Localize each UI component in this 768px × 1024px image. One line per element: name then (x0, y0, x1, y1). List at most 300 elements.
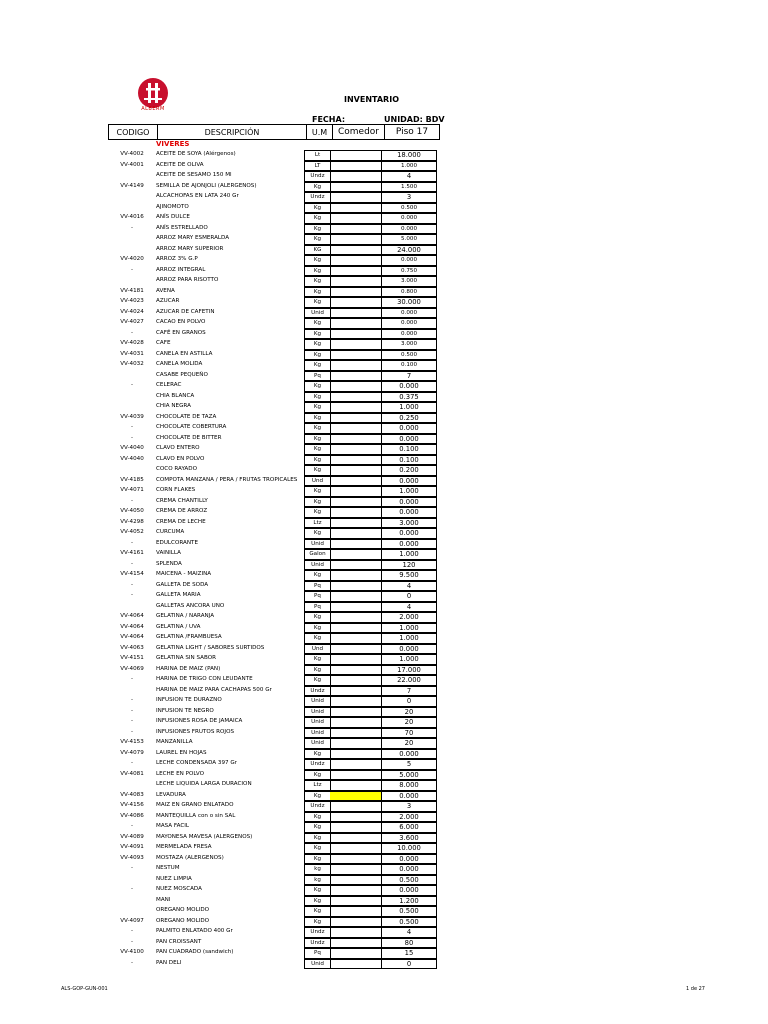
item-unit: Lt (304, 150, 331, 161)
item-quantity: 120 (382, 560, 437, 571)
table-row (108, 538, 442, 549)
table-row (108, 401, 442, 412)
item-description: GALLETAS ANCORA UNO (156, 602, 225, 609)
item-description: AVENA (156, 287, 175, 294)
item-description: GALLETA MARIA (156, 592, 201, 598)
table-row (108, 422, 442, 433)
item-quantity: 0.000 (382, 381, 437, 392)
item-quantity: 0.100 (382, 455, 437, 466)
item-unit: Kg (304, 843, 331, 854)
item-code: - (130, 224, 134, 231)
table-row (108, 611, 442, 622)
item-unit: Kg (304, 528, 331, 539)
item-unit: Kg (304, 350, 331, 361)
item-description: NESTUM (156, 865, 180, 871)
item-quantity: 0.000 (382, 224, 437, 235)
item-code: VV-4064 (120, 634, 144, 640)
table-row (108, 181, 442, 192)
item-code: VV-4069 (120, 665, 144, 672)
item-quantity: 3.000 (382, 276, 437, 287)
item-code: - (130, 329, 134, 336)
item-code: VV-4081 (120, 770, 144, 777)
item-quantity: 0.250 (382, 413, 437, 424)
item-description: ARROZ INTEGRAL (156, 266, 206, 273)
item-description: GALLETA DE SODA (156, 581, 209, 588)
item-quantity: 0 (382, 959, 437, 970)
item-code: - (130, 382, 134, 388)
item-quantity: 2.000 (382, 812, 437, 823)
item-code: VV-4023 (120, 298, 144, 304)
item-quantity: 8.000 (382, 780, 437, 791)
item-description: NUEZ LIMPIA (156, 875, 192, 882)
item-unit: Kg (304, 276, 331, 287)
item-code: VV-4097 (120, 917, 144, 924)
item-description: HARINA DE MAIZ PARA CACHAPAS 500 Gr (156, 686, 272, 693)
item-code: VV-4100 (120, 949, 144, 955)
item-code: - (130, 539, 134, 546)
item-quantity: 5.000 (382, 234, 437, 245)
item-unit: Kg (304, 392, 331, 403)
table-row (108, 286, 442, 297)
item-quantity: 0.750 (382, 266, 437, 277)
table-row (108, 842, 442, 853)
item-description: LAUREL EN HOJAS (156, 749, 207, 756)
item-quantity: 0.200 (382, 465, 437, 476)
item-unit: Kg (304, 455, 331, 466)
item-quantity: 3 (382, 192, 437, 203)
table-row (108, 380, 442, 391)
table-row (108, 601, 442, 612)
item-code: - (130, 497, 134, 504)
item-quantity: 30.000 (382, 297, 437, 308)
item-quantity: 1.000 (382, 623, 437, 634)
table-row (108, 779, 442, 790)
item-description: ANÍS ESTRELLADO (156, 224, 208, 231)
item-quantity: 4 (382, 927, 437, 938)
item-description: MERMELADA FRESA (156, 844, 212, 850)
table-row (108, 958, 442, 969)
table-row (108, 559, 442, 570)
table-row (108, 433, 442, 444)
item-quantity: 15 (382, 948, 437, 959)
item-quantity: 4 (382, 602, 437, 613)
item-quantity: 3.000 (382, 518, 437, 529)
item-code: VV-4093 (120, 854, 144, 861)
item-description: MAIZ EN GRANO ENLATADO (156, 802, 234, 808)
item-unit: Undz (304, 759, 331, 770)
item-description: CLAVO ENTERO (156, 445, 200, 451)
item-quantity: 5 (382, 759, 437, 770)
item-description: MANI (156, 896, 171, 903)
item-description: AJINOMOTO (156, 203, 189, 210)
table-row (108, 716, 442, 727)
item-code: - (130, 424, 134, 430)
item-code: - (130, 823, 134, 829)
footer-page-number: 1 de 27 (686, 986, 705, 992)
item-quantity: 70 (382, 728, 437, 739)
item-quantity: 20 (382, 717, 437, 728)
item-comedor (330, 959, 382, 970)
item-description: GELATINA /FRAMBUESA (156, 634, 222, 640)
item-description: OREGANO MOLIDO (156, 917, 210, 924)
item-code: VV-4040 (120, 445, 144, 451)
item-description: MAICENA - MAIZINA (156, 571, 212, 577)
item-quantity: 1.000 (382, 633, 437, 644)
item-quantity: 0.000 (382, 644, 437, 655)
table-row (108, 296, 442, 307)
item-unit: Kg (304, 749, 331, 760)
item-unit: Kg (304, 444, 331, 455)
item-description: ALCACHOFAS EN LATA 240 Gr (156, 193, 239, 199)
item-quantity: 24.000 (382, 245, 437, 256)
table-row (108, 170, 442, 181)
item-quantity: 0.500 (382, 906, 437, 917)
item-quantity: 0.000 (382, 213, 437, 224)
item-quantity: 0.000 (382, 885, 437, 896)
item-description: SPLENDA (156, 560, 182, 567)
item-code: - (130, 718, 134, 724)
item-code: VV-4001 (120, 161, 144, 168)
item-quantity: 0.100 (382, 444, 437, 455)
header-descripcion: DESCRIPCIÓN (158, 125, 307, 140)
item-code: - (130, 434, 134, 441)
table-row (108, 191, 442, 202)
item-quantity: 0.000 (382, 476, 437, 487)
table-row (108, 580, 442, 591)
item-quantity: 1.000 (382, 402, 437, 413)
item-description: CREMA DE LECHE (156, 518, 206, 525)
item-description: CREMA DE ARROZ (156, 508, 208, 514)
table-row (108, 926, 442, 937)
item-unit: Kg (304, 507, 331, 518)
item-description: CHOCOLATE DE BITTER (156, 434, 222, 441)
table-row (108, 748, 442, 759)
item-code: VV-4040 (120, 455, 144, 462)
table-row (108, 590, 442, 601)
item-quantity: 18.000 (382, 150, 437, 161)
table-row (108, 758, 442, 769)
item-quantity: 7 (382, 686, 437, 697)
item-description: LEVADURA (156, 791, 186, 798)
table-row (108, 359, 442, 370)
item-code: VV-4151 (120, 655, 144, 661)
logo-text: ALBERM (141, 106, 165, 112)
item-description: CHIA BLANCA (156, 392, 195, 399)
item-unit: Kg (304, 423, 331, 434)
item-unit: Und (304, 476, 331, 487)
item-unit: Unid (304, 707, 331, 718)
item-unit: Unid (304, 959, 331, 970)
item-description: HARINA DE TRIGO CON LEUDANTE (156, 676, 253, 682)
table-row (108, 905, 442, 916)
table-row (108, 853, 442, 864)
item-quantity: 4 (382, 581, 437, 592)
item-unit: Kg (304, 665, 331, 676)
table-row (108, 233, 442, 244)
item-quantity: 1.500 (382, 182, 437, 193)
item-description: PAN CUADRADO (sandwich) (156, 949, 234, 955)
item-code: - (130, 728, 134, 735)
item-quantity: 5.000 (382, 770, 437, 781)
item-quantity: 0.500 (382, 875, 437, 886)
item-quantity: 0.000 (382, 507, 437, 518)
table-row (108, 275, 442, 286)
table-row (108, 674, 442, 685)
item-quantity: 10.000 (382, 843, 437, 854)
item-code: VV-4071 (120, 487, 144, 493)
item-code: VV-4028 (120, 340, 144, 346)
item-unit: Kg (304, 381, 331, 392)
item-description: LECHE LIQUIDA LARGA DURACION (156, 781, 252, 787)
table-row (108, 737, 442, 748)
table-row (108, 727, 442, 738)
item-unit: Undz (304, 192, 331, 203)
item-unit: Pq (304, 581, 331, 592)
item-description: INFUSIONES ROSA DE JAMAICA (156, 718, 243, 724)
item-quantity: 0.500 (382, 203, 437, 214)
table-row (108, 496, 442, 507)
item-quantity: 3.000 (382, 339, 437, 350)
item-code: VV-4027 (120, 319, 144, 325)
item-unit: kg (304, 864, 331, 875)
item-quantity: 7 (382, 371, 437, 382)
item-description: CREMA CHANTILLY (156, 497, 208, 504)
item-unit: Undz (304, 938, 331, 949)
item-unit: Kg (304, 623, 331, 634)
table-row (108, 517, 442, 528)
header-codigo: CODIGO (109, 125, 158, 140)
item-code: VV-4064 (120, 613, 144, 619)
item-quantity: 0.000 (382, 423, 437, 434)
item-description: GELATINA LIGHT / SABORES SURTIDOS (156, 644, 265, 651)
table-row (108, 664, 442, 675)
item-code: - (130, 581, 134, 588)
table-row (108, 706, 442, 717)
item-unit: Kg (304, 339, 331, 350)
item-unit: Kg (304, 318, 331, 329)
item-code: VV-4020 (120, 256, 144, 262)
table-row (108, 454, 442, 465)
item-unit: Kg (304, 287, 331, 298)
item-unit: Kg (304, 833, 331, 844)
table-row (108, 506, 442, 517)
item-description: PAN CROISSANT (156, 938, 202, 945)
item-description: INFUSION TE DURAZNO (156, 697, 222, 703)
table-row (108, 475, 442, 486)
item-quantity: 0.000 (382, 749, 437, 760)
item-quantity: 0.000 (382, 791, 437, 802)
footer-doc-code: ALS-GOP-GUN-001 (61, 986, 108, 992)
item-quantity: 1.000 (382, 161, 437, 172)
header-piso: Piso 17 (385, 125, 440, 140)
item-code: VV-4039 (120, 413, 144, 420)
item-description: COMPOTA MANZANA / PERA / FRUTAS TROPICALES (156, 476, 298, 483)
table-row (108, 937, 442, 948)
item-description: COCO RAYADO (156, 466, 197, 472)
item-description: LECHE CONDENSADA 397 Gr (156, 760, 237, 766)
item-unit: Ltz (304, 518, 331, 529)
item-code: VV-4181 (120, 287, 144, 294)
table-row (108, 265, 442, 276)
item-code: VV-4185 (120, 476, 144, 483)
item-description: GELATINA / NARANJA (156, 613, 215, 619)
item-description: OREGANO MOLIDO (156, 907, 210, 913)
item-unit: Kg (304, 434, 331, 445)
item-unit: Kg (304, 360, 331, 371)
item-quantity: 0.000 (382, 329, 437, 340)
item-quantity: 0 (382, 696, 437, 707)
table-row (108, 884, 442, 895)
item-unit: Kg (304, 203, 331, 214)
item-quantity: 1.000 (382, 654, 437, 665)
item-unit: Galon (304, 549, 331, 560)
item-code: - (130, 938, 134, 945)
item-unit: Kg (304, 213, 331, 224)
item-description: CLAVO EN POLVO (156, 455, 205, 462)
item-description: CHIA NEGRA (156, 403, 191, 409)
table-row (108, 338, 442, 349)
item-code: VV-4016 (120, 214, 144, 220)
item-unit: Unid (304, 560, 331, 571)
item-description: NUEZ MOSCADA (156, 886, 202, 892)
table-row (108, 254, 442, 265)
item-code: - (130, 928, 134, 934)
item-unit: Kg (304, 570, 331, 581)
table-row (108, 632, 442, 643)
item-code: VV-4032 (120, 361, 144, 367)
item-code: VV-4064 (120, 623, 144, 630)
item-unit: LT (304, 161, 331, 172)
item-unit: Unid (304, 696, 331, 707)
table-row (108, 485, 442, 496)
item-unit: Und (304, 644, 331, 655)
item-quantity: 0.500 (382, 917, 437, 928)
item-unit: Pq (304, 602, 331, 613)
table-row (108, 370, 442, 381)
item-quantity: 2.000 (382, 612, 437, 623)
item-code: VV-4083 (120, 791, 144, 798)
item-code: - (130, 697, 134, 703)
item-code: - (130, 266, 134, 273)
item-description: CANELA EN ASTILLA (156, 350, 213, 357)
item-unit: kg (304, 875, 331, 886)
item-unit: Kg (304, 486, 331, 497)
table-row (108, 443, 442, 454)
item-unit: Kg (304, 402, 331, 413)
item-description: ARROZ PARA RISOTTO (156, 277, 219, 283)
item-description: INFUSION TE NEGRO (156, 707, 214, 714)
item-quantity: 0.000 (382, 528, 437, 539)
table-row (108, 800, 442, 811)
item-unit: Kg (304, 413, 331, 424)
item-code: - (130, 886, 134, 892)
table-row (108, 695, 442, 706)
item-code: VV-4024 (120, 308, 144, 315)
item-quantity: 0.375 (382, 392, 437, 403)
item-quantity: 0.000 (382, 864, 437, 875)
item-code: - (130, 959, 134, 966)
item-code: VV-4091 (120, 844, 144, 850)
item-description: CHOCOLATE DE TAZA (156, 413, 217, 420)
item-code: VV-4031 (120, 350, 144, 357)
item-quantity: 0.000 (382, 497, 437, 508)
table-row (108, 769, 442, 780)
item-description: ACEITE DE SOYA (Alérgenos) (156, 151, 236, 157)
item-code: - (130, 560, 134, 567)
item-quantity: 0.000 (382, 308, 437, 319)
table-row (108, 391, 442, 402)
item-description: CURCUMA (156, 529, 185, 535)
item-quantity: 1.000 (382, 549, 437, 560)
item-code: VV-4156 (120, 802, 144, 808)
item-unit: Kg (304, 612, 331, 623)
item-quantity: 0.500 (382, 350, 437, 361)
item-code: VV-4154 (120, 571, 144, 577)
table-row (108, 160, 442, 171)
item-unit: Undz (304, 686, 331, 697)
item-description: CACAO EN POLVO (156, 319, 206, 325)
item-quantity: 0.100 (382, 360, 437, 371)
item-quantity: 4 (382, 171, 437, 182)
item-code: VV-4050 (120, 508, 144, 514)
table-row (108, 307, 442, 318)
item-code: VV-4153 (120, 739, 144, 745)
item-description: PAN DELI (156, 959, 182, 966)
item-unit: Kg (304, 770, 331, 781)
item-unit: Undz (304, 927, 331, 938)
item-description: LECHE EN POLVO (156, 770, 204, 777)
table-row (108, 821, 442, 832)
item-unit: Kg (304, 633, 331, 644)
item-code: VV-4161 (120, 550, 144, 556)
item-code: - (130, 592, 134, 598)
item-code: VV-4002 (120, 151, 144, 157)
item-unit: Ltz (304, 780, 331, 791)
item-description: HARINA DE MAIZ (PAN) (156, 665, 221, 672)
item-description: GELATINA / UVA (156, 623, 201, 630)
table-row (108, 317, 442, 328)
item-quantity: 17.000 (382, 665, 437, 676)
item-unit: KG (304, 245, 331, 256)
item-quantity: 0.000 (382, 255, 437, 266)
item-description: INFUSIONES FRUTOS ROJOS (156, 728, 235, 735)
item-description: EDULCORANTE (156, 539, 198, 546)
table-row (108, 212, 442, 223)
table-row (108, 349, 442, 360)
item-quantity: 0.000 (382, 318, 437, 329)
item-description: CAFÉ EN GRANOS (156, 329, 206, 336)
item-description: MOSTAZA (ALERGENOS) (156, 854, 224, 861)
item-description: SEMILLA DE AJONJOLI (ALERGENOS) (156, 182, 257, 189)
item-unit: Unid (304, 738, 331, 749)
item-unit: Undz (304, 801, 331, 812)
item-unit: Unid (304, 728, 331, 739)
item-unit: Kg (304, 465, 331, 476)
item-description: CORN FLAKES (156, 487, 196, 493)
item-code: VV-4149 (120, 182, 144, 189)
item-quantity: 1.000 (382, 486, 437, 497)
item-description: ACEITE DE OLIVA (156, 161, 204, 168)
table-row (108, 527, 442, 538)
page-title: INVENTARIO (344, 95, 399, 104)
unidad-label: UNIDAD: BDV (384, 115, 445, 124)
table-row (108, 149, 442, 160)
table-row (108, 653, 442, 664)
table-row (108, 464, 442, 475)
item-unit: Unid (304, 717, 331, 728)
table-row (108, 947, 442, 958)
item-unit: Kg (304, 329, 331, 340)
